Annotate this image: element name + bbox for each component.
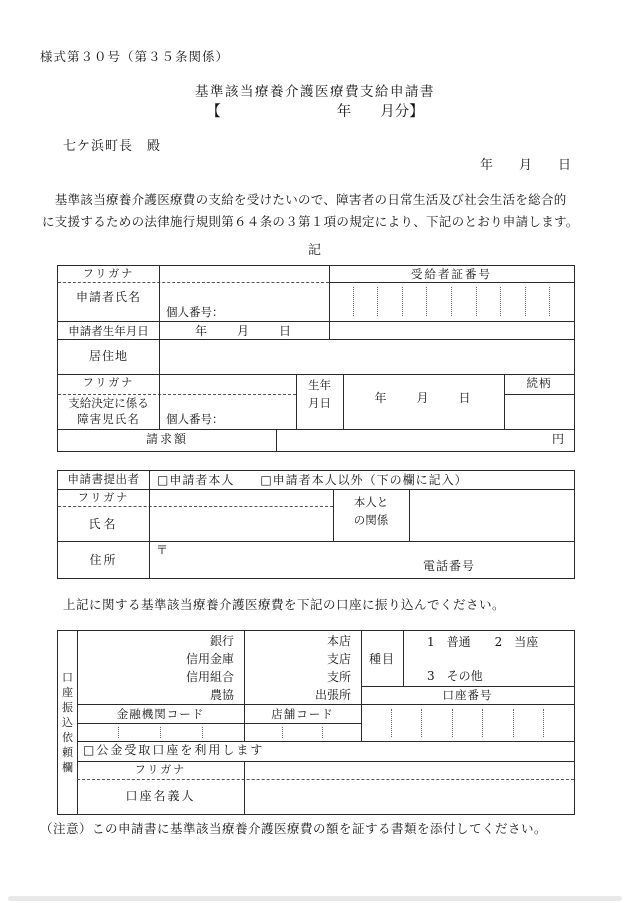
digit-cell	[452, 287, 477, 316]
bank-type-list	[77, 632, 244, 703]
digit-cell	[427, 287, 452, 316]
digit-cell	[526, 287, 551, 316]
bank-code-cells	[77, 724, 244, 741]
recipient-cert-number-cells	[329, 283, 574, 320]
digit-cell	[403, 287, 428, 316]
branch-type-shisho: 支所	[326, 669, 351, 684]
account-holder-label: 口座名義人	[125, 789, 196, 803]
submitter-label: 申請書提出者	[67, 472, 140, 486]
divider	[58, 489, 574, 490]
relation-label: 続柄	[526, 376, 552, 390]
applicant-birthdate-value: 年 月 日	[194, 324, 293, 338]
divider	[58, 506, 333, 507]
child-birthdate-label-line1: 生年	[308, 378, 331, 392]
addressee: 七ケ浜町長 殿	[63, 139, 162, 154]
divider	[77, 779, 574, 780]
divider	[58, 374, 574, 375]
child-birthdate-value: 年 月 日	[374, 391, 473, 405]
divider	[58, 394, 296, 395]
applicant-table	[57, 265, 575, 452]
branch-type-shiten: 支店	[326, 652, 351, 667]
digit-cell	[323, 727, 361, 738]
digit-cell	[77, 727, 119, 738]
body-text-line2: に支援するための法律施行規則第６４条の３第１項の規定により、下記のとおり申請します。	[42, 214, 579, 229]
digit-cell	[392, 709, 423, 737]
bank-transfer-table	[57, 630, 575, 815]
child-personal-number-label: 個人番号：	[166, 412, 224, 426]
submitter-table	[57, 470, 575, 579]
form-period-line: 【 年 月分】	[206, 104, 424, 120]
bank-type-kumiai: 信用組合	[185, 669, 234, 684]
branch-type-list	[244, 632, 361, 703]
divider	[403, 631, 404, 686]
digit-cell	[514, 709, 545, 737]
account-type-label: 種目	[368, 652, 395, 666]
postal-mark: 〒	[156, 543, 169, 557]
divider	[58, 339, 574, 340]
branch-type-shutchojo: 出張所	[314, 687, 351, 702]
divider	[149, 471, 150, 578]
bank-type-nokyo: 農協	[209, 687, 234, 702]
divider	[77, 741, 574, 742]
bank-code-label: 金融機関コード	[116, 707, 205, 721]
applicant-name-label: 申請者氏名	[75, 290, 141, 304]
submitter-name-label: 氏名	[88, 517, 119, 531]
section-mark: 記	[307, 243, 322, 258]
digit-cell	[544, 709, 574, 737]
public-account-checkbox: □公金受取口座を利用します	[83, 743, 265, 757]
date-line: 年 月 日	[480, 158, 572, 173]
divider	[58, 282, 329, 283]
attachment-note: （注意）この申請書に基準該当療養介護医療費の額を証する書類を添付してください。	[40, 821, 548, 836]
bank-type-shinkin: 信用金庫	[185, 652, 234, 667]
applicant-birthdate-label: 申請者生年月日	[68, 324, 149, 338]
child-birthdate-label-line2: 月日	[308, 396, 331, 410]
digit-cell	[244, 727, 283, 738]
digit-cell	[119, 727, 161, 738]
account-number-label: 口座番号	[442, 688, 493, 702]
digit-cell	[329, 287, 354, 316]
claim-amount-unit: 円	[551, 432, 564, 446]
divider	[58, 541, 574, 542]
transfer-instruction: 上記に関する基準該当療養介護医療費を下記の口座に振り込んでください。	[63, 597, 506, 612]
digit-cell	[203, 727, 244, 738]
submitter-furigana-label: フリガナ	[77, 491, 130, 504]
relation-to-person-label-line1: 本人と	[353, 495, 389, 509]
submitter-type-checkboxes: □申請者本人 □申請者本人以外（下の欄に記入）	[157, 473, 468, 487]
digit-cell	[361, 709, 392, 737]
branch-code-cells	[244, 724, 361, 741]
residence-label: 居住地	[88, 349, 128, 363]
divider	[159, 339, 160, 374]
child-name-label-line1: 支給決定に係る	[68, 396, 149, 410]
form-number: 様式第３０号（第３５条関係）	[40, 49, 230, 64]
child-furigana-label: フリガナ	[82, 376, 135, 389]
divider	[58, 429, 574, 430]
child-name-label-line2: 障害児氏名	[77, 412, 140, 426]
body-text-line1: 基準該当療養介護医療費の支給を受けたいので、障害者の日常生活及び社会生活を総合的	[42, 192, 567, 207]
divider	[504, 394, 574, 395]
digit-cell	[422, 709, 453, 737]
digit-cell	[501, 287, 526, 316]
digit-cell	[453, 709, 484, 737]
address-label: 住所	[89, 553, 118, 567]
page-bottom-edge	[8, 896, 622, 901]
digit-cell	[354, 287, 379, 316]
phone-label: 電話番号	[423, 559, 476, 573]
divider	[409, 489, 410, 541]
digit-cell	[161, 727, 203, 738]
branch-type-honten: 本店	[326, 634, 351, 649]
account-transfer-request-side-label: 口座振込依頼欄	[62, 671, 73, 774]
recipient-cert-label: 受給者証番号	[411, 267, 492, 281]
account-number-cells	[361, 705, 574, 741]
claim-amount-label: 請求額	[145, 432, 188, 446]
form-title: 基準該当療養介護医療費支給申請書	[195, 84, 435, 100]
account-type-options-ordinary-current: 1 普通 2 当座	[427, 635, 539, 649]
bank-type-bank: 銀行	[209, 634, 234, 649]
digit-cell	[378, 287, 403, 316]
divider	[58, 321, 574, 322]
branch-code-label: 店舗コード	[271, 707, 334, 721]
divider	[77, 761, 574, 762]
digit-cell	[483, 709, 514, 737]
relation-to-person-label-line2: の関係	[353, 513, 389, 527]
divider	[244, 761, 245, 814]
holder-furigana-label: フリガナ	[134, 763, 187, 776]
divider	[159, 374, 160, 429]
digit-cell	[550, 287, 574, 316]
digit-cell	[283, 727, 322, 738]
divider	[361, 686, 574, 687]
digit-cell	[477, 287, 502, 316]
furigana-label: フリガナ	[82, 267, 135, 280]
account-type-option-other: 3 その他	[427, 669, 483, 683]
personal-number-label: 個人番号：	[166, 305, 224, 319]
